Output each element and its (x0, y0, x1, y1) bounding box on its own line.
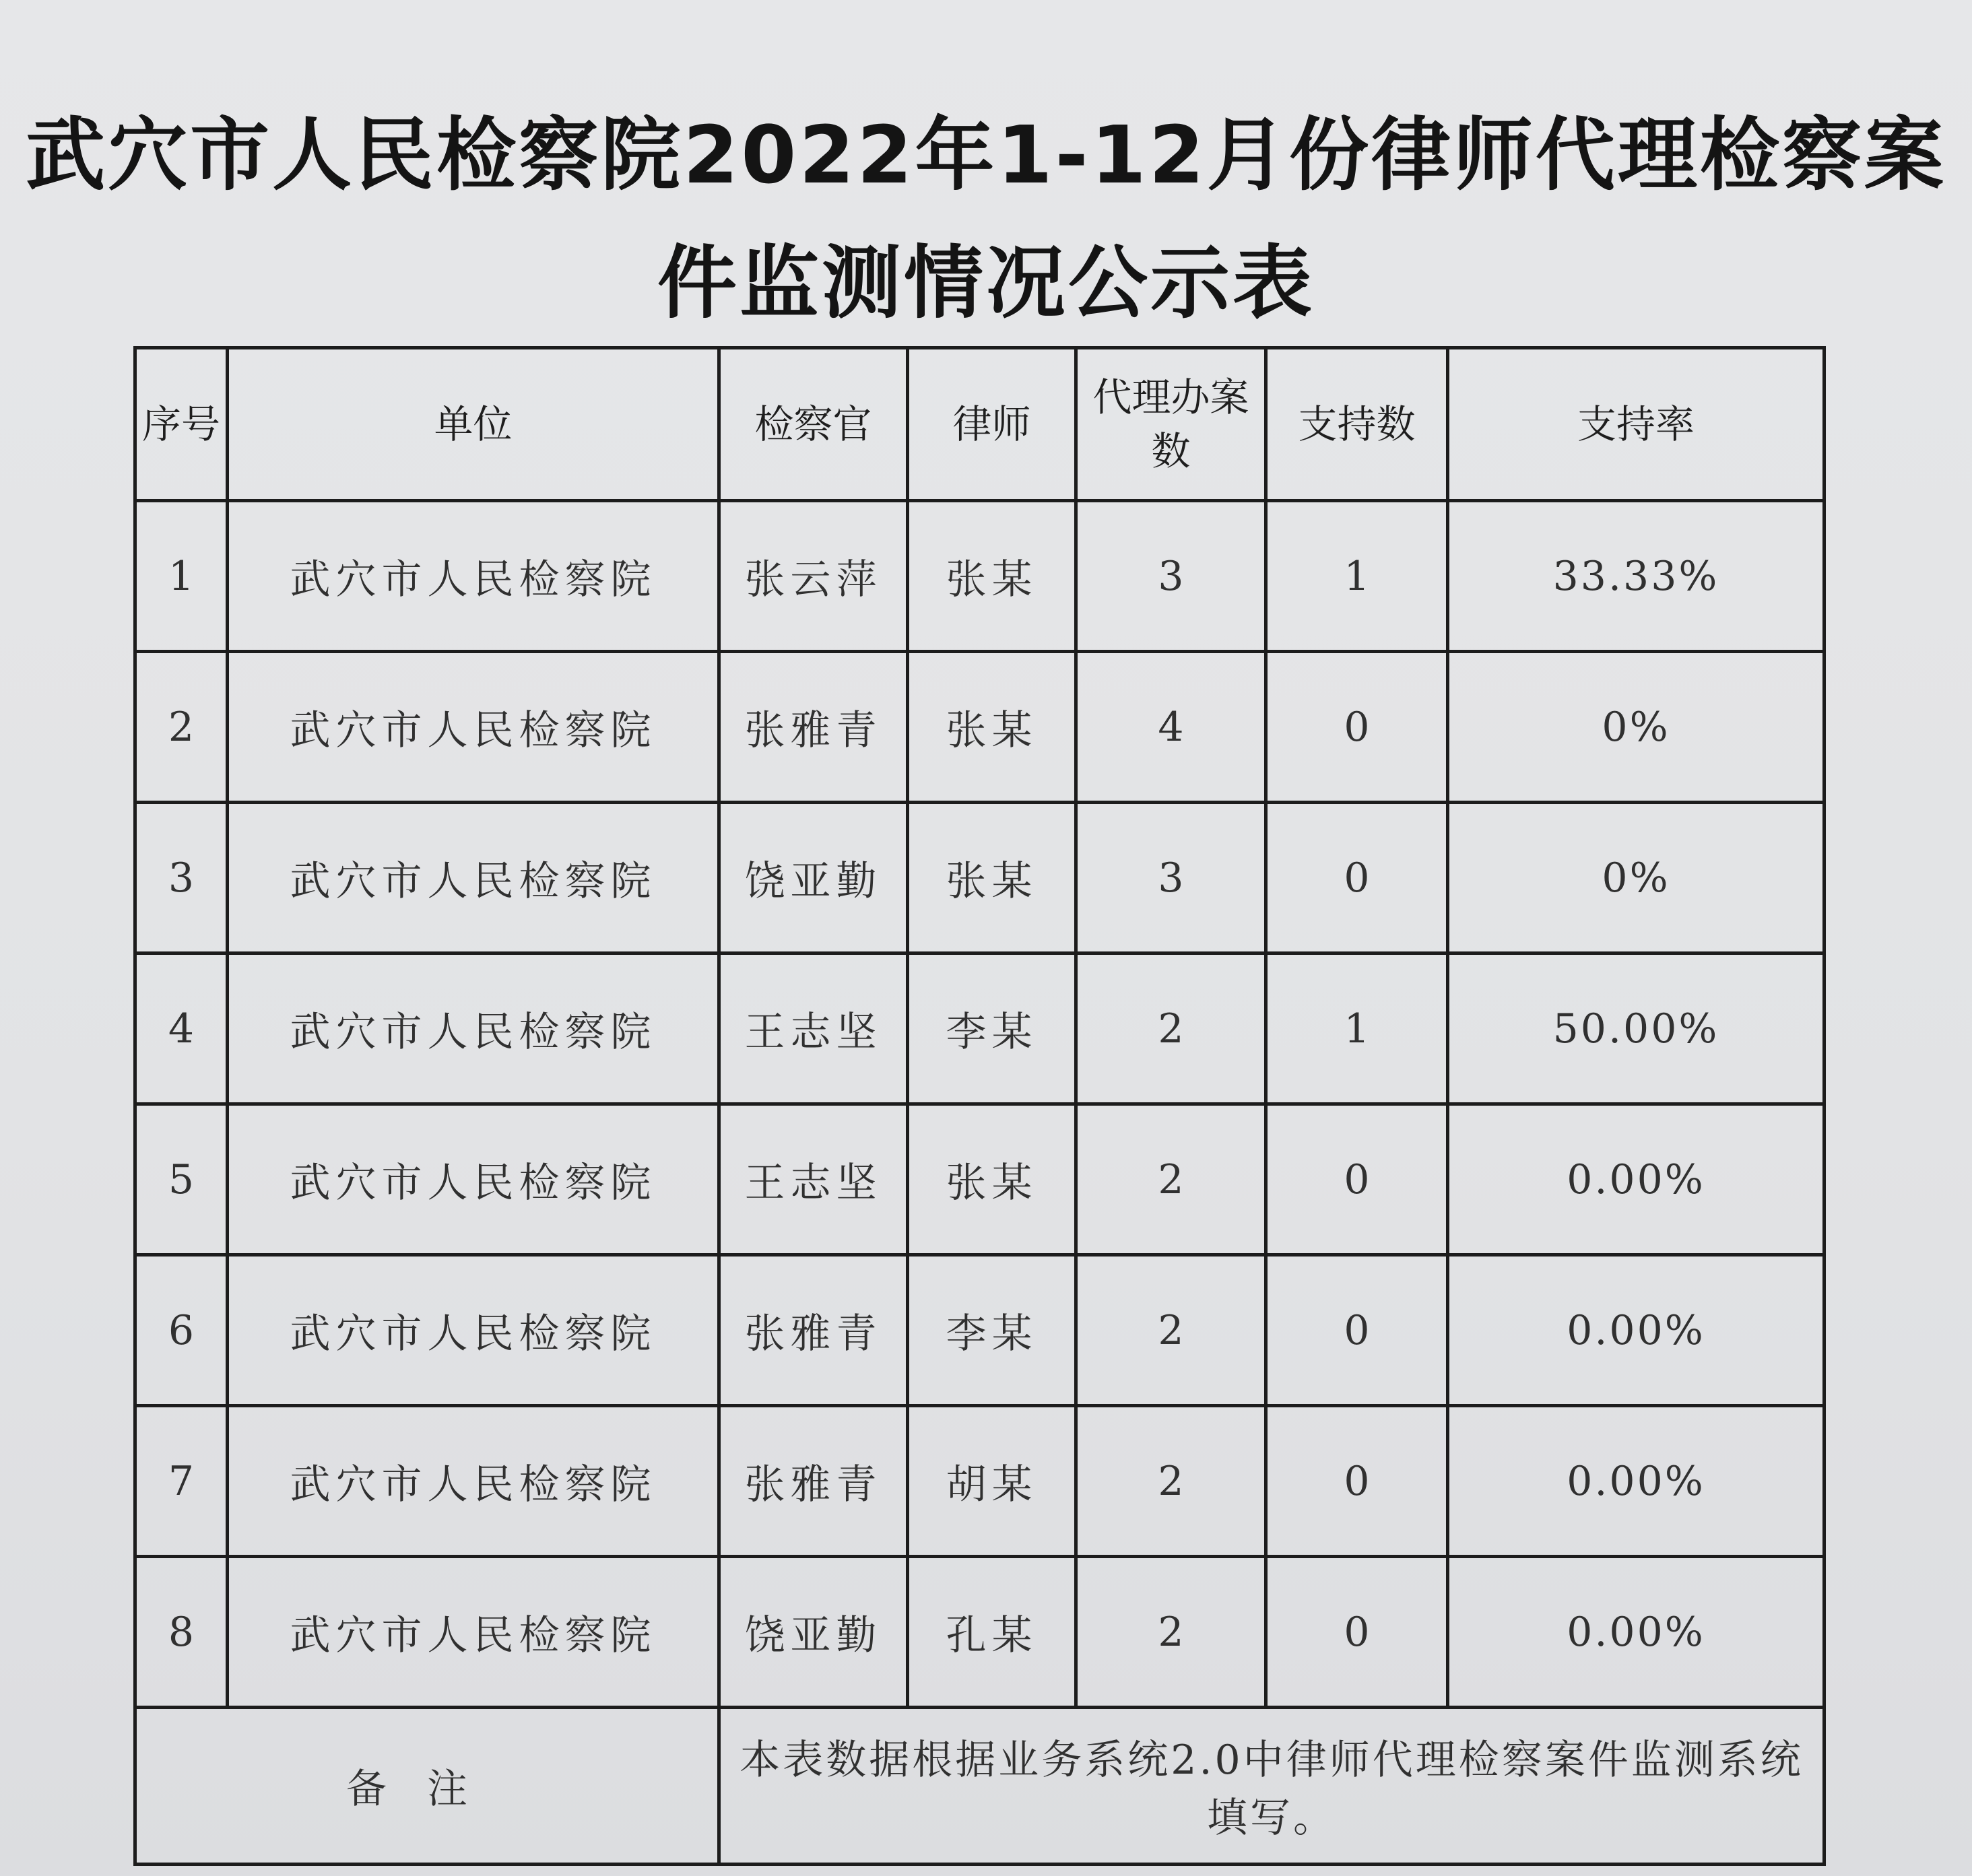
cell-support-rate: 0.00% (1448, 1406, 1825, 1557)
cell-case-count: 2 (1076, 1255, 1266, 1406)
cell-lawyer: 胡某 (908, 1406, 1076, 1557)
cell-serial: 3 (135, 803, 228, 953)
table-row (135, 1406, 1825, 1557)
table-row (135, 652, 1825, 803)
remark-label: 备注 (135, 1708, 719, 1865)
cell-case-count: 2 (1076, 1104, 1266, 1255)
cell-support-rate: 0.00% (1448, 1104, 1825, 1255)
cell-unit: 武穴市人民检察院 (228, 501, 719, 652)
document-title-line-2: 件监测情况公示表 (657, 236, 1315, 329)
cell-unit: 武穴市人民检察院 (228, 652, 719, 803)
document-title-line-1: 武穴市人民检察院2022年1-12月份律师代理检察案 (26, 108, 1946, 201)
cell-lawyer: 张某 (908, 803, 1076, 953)
cell-serial: 2 (135, 652, 228, 803)
cell-case-count: 3 (1076, 803, 1266, 953)
cell-prosecutor: 张云萍 (719, 501, 908, 652)
cell-support-rate: 33.33% (1448, 501, 1825, 652)
cell-support-rate: 0.00% (1448, 1255, 1825, 1406)
cell-support-count: 0 (1266, 803, 1448, 953)
cell-prosecutor: 张雅青 (719, 1406, 908, 1557)
cell-support-rate: 50.00% (1448, 953, 1825, 1104)
cell-prosecutor: 饶亚勤 (719, 803, 908, 953)
cell-serial: 4 (135, 953, 228, 1104)
cell-lawyer: 李某 (908, 1255, 1076, 1406)
cell-serial: 7 (135, 1406, 228, 1557)
header-lawyer: 律师 (908, 348, 1076, 501)
cell-prosecutor: 饶亚勤 (719, 1557, 908, 1708)
header-support-count: 支持数 (1266, 348, 1448, 501)
table-row (135, 1557, 1825, 1708)
cell-support-count: 1 (1266, 501, 1448, 652)
cell-unit: 武穴市人民检察院 (228, 1104, 719, 1255)
cell-unit: 武穴市人民检察院 (228, 803, 719, 953)
cell-serial: 6 (135, 1255, 228, 1406)
cell-support-rate: 0% (1448, 803, 1825, 953)
cell-unit: 武穴市人民检察院 (228, 953, 719, 1104)
cell-support-count: 0 (1266, 652, 1448, 803)
cell-prosecutor: 张雅青 (719, 652, 908, 803)
cell-support-count: 0 (1266, 1104, 1448, 1255)
cell-case-count: 4 (1076, 652, 1266, 803)
cell-support-rate: 0% (1448, 652, 1825, 803)
cell-lawyer: 张某 (908, 652, 1076, 803)
cell-support-count: 0 (1266, 1557, 1448, 1708)
cell-serial: 5 (135, 1104, 228, 1255)
table-row (135, 803, 1825, 953)
monitoring-table (133, 346, 1826, 1866)
cell-unit: 武穴市人民检察院 (228, 1406, 719, 1557)
table-row (135, 1104, 1825, 1255)
cell-unit: 武穴市人民检察院 (228, 1557, 719, 1708)
header-case-count: 代理办案数 (1076, 348, 1266, 501)
cell-case-count: 2 (1076, 1406, 1266, 1557)
cell-lawyer: 张某 (908, 501, 1076, 652)
remark-text: 本表数据根据业务系统2.0中律师代理检察案件监测系统填写。 (719, 1708, 1825, 1865)
cell-unit: 武穴市人民检察院 (228, 1255, 719, 1406)
table-row (135, 1255, 1825, 1406)
cell-case-count: 2 (1076, 953, 1266, 1104)
remark-row (135, 1708, 1825, 1865)
header-prosecutor: 检察官 (719, 348, 908, 501)
table-header-row (135, 348, 1825, 501)
cell-support-count: 0 (1266, 1255, 1448, 1406)
table-row (135, 953, 1825, 1104)
cell-lawyer: 张某 (908, 1104, 1076, 1255)
cell-prosecutor: 王志坚 (719, 953, 908, 1104)
cell-prosecutor: 张雅青 (719, 1255, 908, 1406)
cell-support-count: 0 (1266, 1406, 1448, 1557)
cell-serial: 8 (135, 1557, 228, 1708)
cell-case-count: 3 (1076, 501, 1266, 652)
cell-lawyer: 孔某 (908, 1557, 1076, 1708)
cell-case-count: 2 (1076, 1557, 1266, 1708)
cell-prosecutor: 王志坚 (719, 1104, 908, 1255)
cell-support-count: 1 (1266, 953, 1448, 1104)
cell-lawyer: 李某 (908, 953, 1076, 1104)
header-serial: 序号 (135, 348, 228, 501)
cell-support-rate: 0.00% (1448, 1557, 1825, 1708)
header-support-rate: 支持率 (1448, 348, 1825, 501)
cell-serial: 1 (135, 501, 228, 652)
table-row (135, 501, 1825, 652)
header-unit: 单位 (228, 348, 719, 501)
